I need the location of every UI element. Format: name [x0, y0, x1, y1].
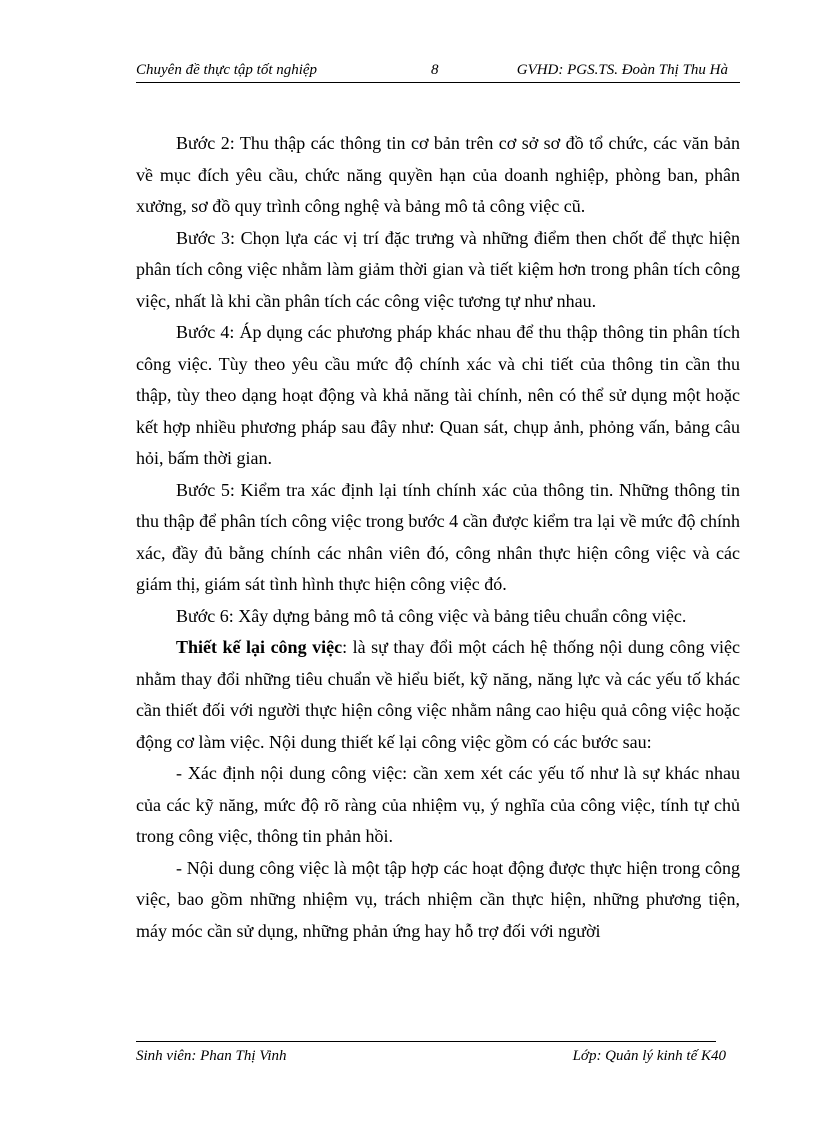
paragraph-step-6: Bước 6: Xây dựng bảng mô tả công việc và bảng tiêu chuẩn công việc. [176, 605, 687, 626]
page-footer [136, 1041, 726, 1066]
paragraph-job-redesign [136, 632, 740, 758]
job-redesign-definition: : là sự thay đổi một cách hệ thống nội dung công việc nhằm thay đổi những tiêu chuẩn về hiểu biết, kỹ năng, năng lực và các yếu tố khác cần thiết đối với người thực hiện công việc nhằm nâng cao hiệu quả công việc hoặc động cơ làm việc. Nội dung thiết kế lại công việc gồm có các bước sau: [136, 637, 740, 752]
header-page-number: 8 [431, 62, 439, 78]
paragraph-step-2: Bước 2: Thu thập các thông tin cơ bản trên cơ sở sơ đồ tổ chức, các văn bản về mục đích yêu cầu, chức năng quyền hạn của doanh nghiệp, phòng ban, phân xưởng, sơ đồ quy trình công nghệ và bảng mô tả công việc cũ. [136, 133, 740, 216]
paragraph-job-content-definition: - Xác định nội dung công việc: cần xem xét các yếu tố như là sự khác nhau của các kỹ năng, mức độ rõ ràng của nhiệm vụ, ý nghĩa của công việc, tính tự chủ trong công việc, thông tin phản hồi. [136, 763, 740, 846]
footer-student: Sinh viên: Phan Thị Vinh [136, 1048, 287, 1064]
paragraph-step-3: Bước 3: Chọn lựa các vị trí đặc trưng và những điểm then chốt để thực hiện phân tích công việc nhằm làm giảm thời gian và tiết kiệm hơn trong phân tích công việc, nhất là khi cần phân tích các công việc tương tự như nhau. [136, 227, 740, 311]
paragraph-step-5: Bước 5: Kiểm tra xác định lại tính chính xác của thông tin. Những thông tin thu thập để phân tích công việc trong bước 4 cần được kiểm tra lại về mức độ chính xác, đầy đủ bằng chính các nhân viên đó, công nhân thực hiện công việc và các giám thị, giám sát tình hình thực hiện công việc đó. [136, 479, 740, 594]
page-header [136, 60, 740, 83]
footer-class: Lớp: Quản lý kinh tế K40 [572, 1048, 726, 1064]
paragraph-step-4: Bước 4: Áp dụng các phương pháp khác nhau để thu thập thông tin phân tích công việc. Tùy theo yêu cầu mức độ chính xác và chi tiết của thông tin cần thu thập, tùy theo dạng hoạt động và khả năng tài chính, nên có thể sử dụng một hoặc kết hợp nhiều phương pháp sau đây như: Quan sát, chụp ảnh, phỏng vấn, bảng câu hỏi, bấm thời gian. [136, 322, 740, 468]
document-body [136, 128, 740, 947]
paragraph-job-content: - Nội dung công việc là một tập hợp các hoạt động được thực hiện trong công việc, bao gồm những nhiệm vụ, trách nhiệm cần thực hiện, những phương tiện, máy móc cần sử dụng, những phản ứng hay hỗ trợ đối với người [136, 857, 740, 941]
header-document-title: Chuyên đề thực tập tốt nghiệp [136, 62, 318, 78]
term-job-redesign: Thiết kế lại công việc [176, 637, 343, 657]
header-advisor: GVHD: PGS.TS. Đoàn Thị Thu Hà [516, 62, 728, 78]
